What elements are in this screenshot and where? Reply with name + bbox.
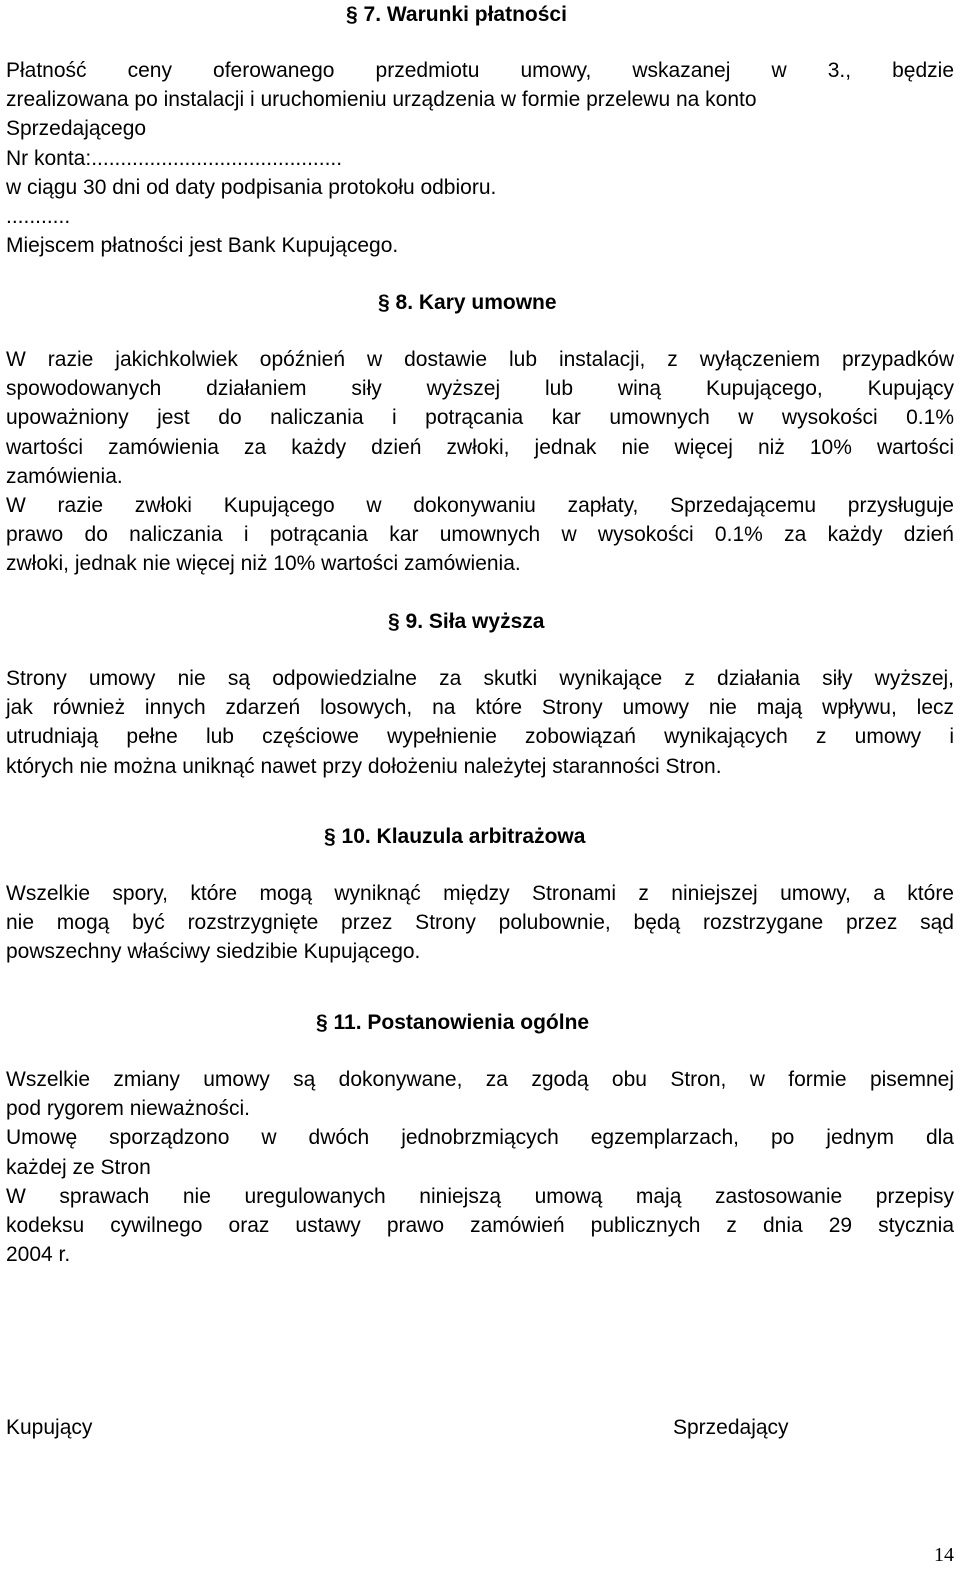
paragraph-line: 2004 r. [6,1243,71,1267]
paragraph-line: Nr konta:........................................... [6,146,343,170]
section-11-heading: § 11. Postanowienia ogólne [316,1011,590,1034]
paragraph-line: jak również innych zdarzeń losowych, na które Strony umowy nie mają wpływu, lecz [6,696,954,720]
paragraph-line: ........... [6,205,71,229]
paragraph-line: w ciągu 30 dni od daty podpisania protokołu odbioru. [6,175,497,199]
paragraph-line: prawo do naliczania i potrącania kar umownych w wysokości 0.1% za każdy dzień [6,523,954,547]
paragraph-line: spowodowanych działaniem siły wyższej lub winą Kupującego, Kupujący [6,377,954,401]
section-9-body [6,664,954,781]
section-8-body [6,345,954,579]
paragraph-line: powszechny właściwy siedzibie Kupującego. [6,940,421,964]
paragraph-line: Sprzedającego [6,117,147,141]
paragraph-line: zamówienia. [6,464,123,488]
paragraph-line: Wszelkie spory, które mogą wyniknąć między Stronami z niniejszej umowy, a które [6,882,954,905]
paragraph-line: kodeksu cywilnego oraz ustawy prawo zamówień publicznych z dnia 29 stycznia [6,1214,954,1238]
page-number: 14 [934,1544,954,1566]
paragraph-line: zwłoki, jednak nie więcej niż 10% wartości zamówienia. [6,552,521,576]
paragraph-line: W razie jakichkolwiek opóźnień w dostawie lub instalacji, z wyłączeniem przypadków [6,348,954,371]
paragraph-line: których nie można uniknąć nawet przy dołożeniu należytej staranności Stron. [6,754,722,778]
paragraph-line: Wszelkie zmiany umowy są dokonywane, za zgodą obu Stron, w formie pisemnej [6,1068,954,1091]
paragraph-line: wartości zamówienia za każdy dzień zwłoki, jednak nie więcej niż 10% wartości [6,435,954,459]
paragraph-line: Miejscem płatności jest Bank Kupującego. [6,234,399,258]
section-7-heading: § 7. Warunki płatności [346,3,567,26]
paragraph-line: upoważniony jest do naliczania i potrącania kar umownych w wysokości 0.1% [6,406,954,430]
paragraph-line: Płatność ceny oferowanego przedmiotu umowy, wskazanej w 3., będzie [6,59,954,82]
paragraph-line: każdej ze Stron [6,1155,151,1179]
section-10-body [6,879,954,967]
section-8-heading: § 8. Kary umowne [378,291,557,314]
paragraph-line: zrealizowana po instalacji i uruchomieniu urządzenia w formie przelewu na konto [6,88,757,112]
paragraph-line: pod rygorem nieważności. [6,1097,250,1121]
paragraph-line: W razie zwłoki Kupującego w dokonywaniu zapłaty, Sprzedającemu przysługuje [6,494,954,518]
paragraph-line: nie mogą być rozstrzygnięte przez Strony polubownie, będą rozstrzygane przez sąd [6,911,954,935]
section-9-heading: § 9. Siła wyższa [388,610,545,633]
paragraph-line: Umowę sporządzono w dwóch jednobrzmiących egzemplarzach, po jednym dla [6,1126,954,1150]
section-10-heading: § 10. Klauzula arbitrażowa [324,825,586,848]
section-11-body [6,1065,954,1269]
paragraph-line: W sprawach nie uregulowanych niniejszą umową mają zastosowanie przepisy [6,1184,954,1208]
paragraph-line: Strony umowy nie są odpowiedzialne za skutki wynikające z działania siły wyższej, [6,667,954,690]
section-7-body [6,56,954,260]
seller-signature-label: Sprzedający [673,1416,789,1439]
buyer-signature-label: Kupujący [6,1416,93,1439]
paragraph-line: utrudniają pełne lub częściowe wypełnienie zobowiązań wynikających z umowy i [6,725,954,749]
